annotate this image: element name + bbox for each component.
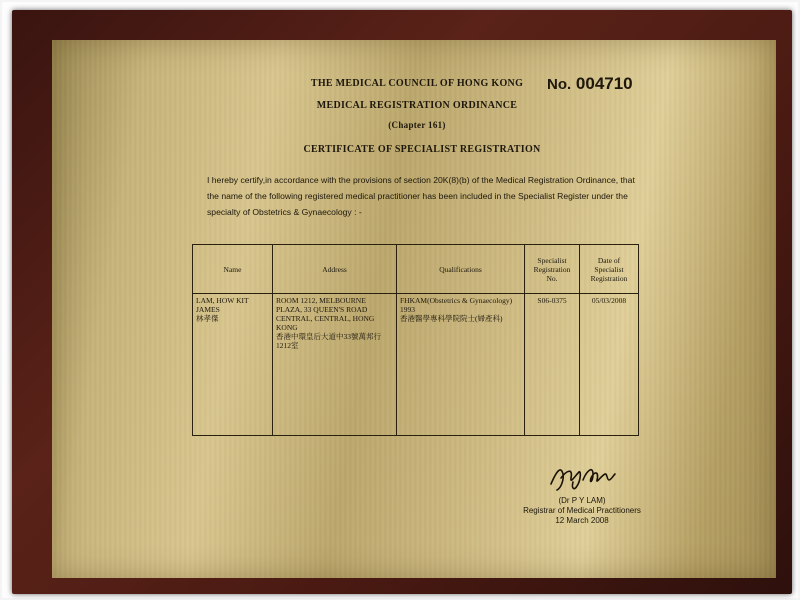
certificate-number bbox=[547, 74, 633, 94]
brass-plate bbox=[52, 40, 776, 578]
ordinance-name: MEDICAL REGISTRATION ORDINANCE bbox=[316, 100, 518, 111]
table-header-row bbox=[193, 245, 639, 294]
signatory-name: (Dr P Y LAM) bbox=[558, 496, 606, 505]
header-qualifications: Qualifications bbox=[397, 245, 525, 294]
qualification-en: FHKAM(Obstetrics & Gynaecology) 1993 bbox=[400, 296, 513, 314]
practitioner-name-en: LAM, HOW KIT JAMES bbox=[196, 296, 249, 314]
table-row bbox=[193, 294, 639, 436]
cell-registration-no: S06-0375 bbox=[525, 294, 580, 436]
header-registration-no: Specialist Registration No. bbox=[525, 245, 580, 294]
cell-qualifications bbox=[397, 294, 525, 436]
certification-statement: I hereby certify,in accordance with the provisions of section 20K(8)(b) of the Medical Registration Ordinance, that the name of the following registered medical practitioner has been included in the Specialist Register under the specialty of Obstetrics & Gynaecology : - bbox=[207, 175, 635, 217]
address-zh: 香港中環皇后大道中33號萬邦行1212室 bbox=[276, 332, 381, 350]
specialist-register-table bbox=[192, 244, 639, 436]
council-name: THE MEDICAL COUNCIL OF HONG KONG bbox=[310, 78, 524, 89]
cell-name bbox=[193, 294, 273, 436]
header-name: Name bbox=[193, 245, 273, 294]
certificate-number-label: No. bbox=[547, 76, 572, 93]
chapter-label: (Chapter 161) bbox=[388, 120, 446, 130]
header-registration-date: Date of Specialist Registration bbox=[580, 245, 639, 294]
certificate-title: CERTIFICATE OF SPECIALIST REGISTRATION bbox=[303, 144, 541, 155]
address-en: ROOM 1212, MELBOURNE PLAZA, 33 QUEEN'S ROAD CENTRAL, CENTRAL, HONG KONG bbox=[276, 296, 375, 332]
header-address: Address bbox=[273, 245, 397, 294]
signature-icon bbox=[547, 460, 617, 494]
photo-background bbox=[2, 2, 798, 598]
wooden-plaque-frame bbox=[12, 10, 792, 594]
qualification-zh: 香港醫學專科學院院士(婦產科) bbox=[400, 314, 503, 323]
certificate-number-value: 004710 bbox=[575, 74, 633, 93]
cell-registration-date: 05/03/2008 bbox=[580, 294, 639, 436]
practitioner-name-zh: 林孝傑 bbox=[196, 314, 219, 323]
signatory-title: Registrar of Medical Practitioners bbox=[523, 506, 641, 515]
signature-date: 12 March 2008 bbox=[555, 516, 609, 525]
cell-address bbox=[273, 294, 397, 436]
signature-block bbox=[497, 460, 667, 526]
